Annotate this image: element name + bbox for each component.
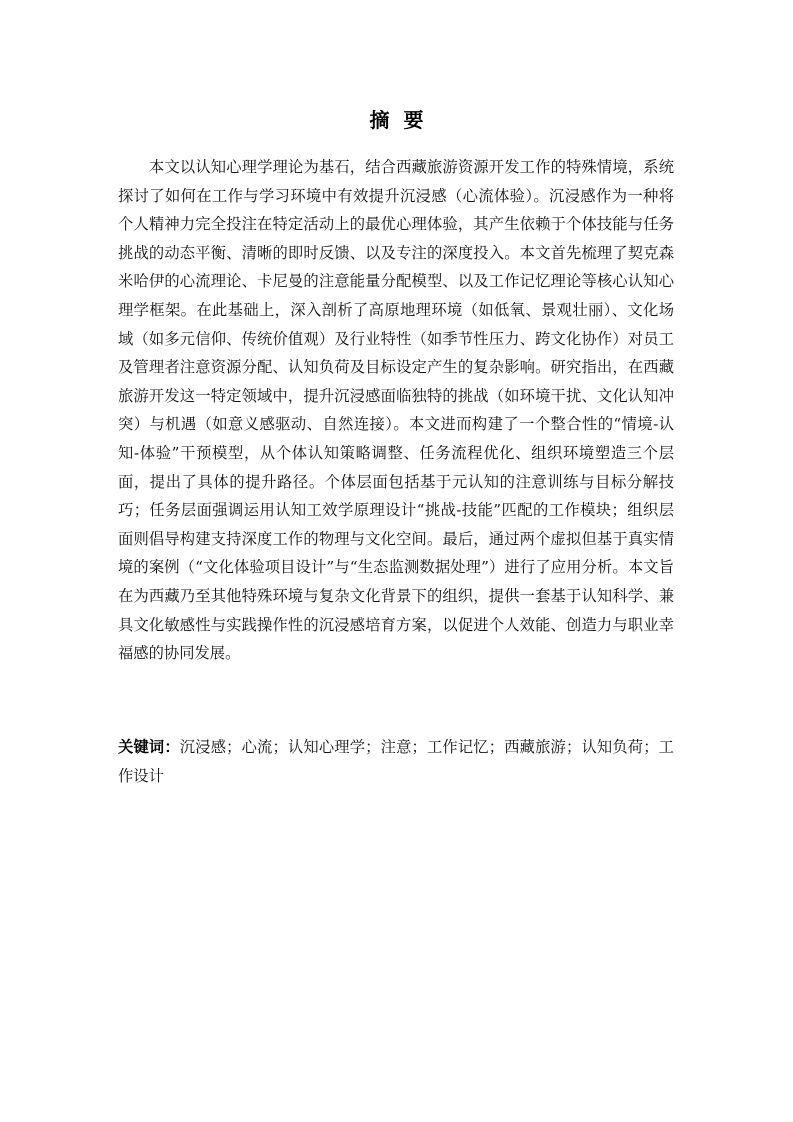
keywords-list: 沉浸感；心流；认知心理学；注意；工作记忆；西藏旅游；认知负荷；工作设计 [118, 738, 674, 785]
keywords-line [118, 733, 674, 790]
abstract-title: 摘要 [369, 108, 438, 132]
keywords-label: 关键词： [118, 738, 180, 756]
abstract-body: 本文以认知心理学理论为基石，结合西藏旅游资源开发工作的特殊情境，系统探讨了如何在工作与学习环境中有效提升沉浸感（心流体验）。沉浸感作为一种将个人精神力完全投注在特定活动上的最优心理体验，其产生依赖于个体技能与任务挑战的动态平衡、清晰的即时反馈、以及专注的深度投入。本文首先梳理了契克森米哈伊的心流理论、卡尼曼的注意能量分配模型、以及工作记忆理论等核心认知心理学框架。在此基础上，深入剖析了高原地理环境（如低氧、景观壮丽）、文化场域（如多元信仰、传统价值观）及行业特性（如季节性压力、跨文化协作）对员工及管理者注意资源分配、认知负荷及目标设定产生的复杂影响。研究指出，在西藏旅游开发这一特定领域中，提升沉浸感面临独特的挑战（如环境干扰、文化认知冲突）与机遇（如意义感驱动、自然连接）。本文进而构建了一个整合性的“情境-认知-体验”干预模型，从个体认知策略调整、任务流程优化、组织环境塑造三个层面，提出了具体的提升路径。个体层面包括基于元认知的注意训练与目标分解技巧；任务层面强调运用认知工效学原理设计“挑战-技能”匹配的工作模块；组织层面则倡导构建支持深度工作的物理与文化空间。最后，通过两个虚拟但基于真实情境的案例（“文化体验项目设计”与“生态监测数据处理”）进行了应用分析。本文旨在为西藏乃至其他特殊环境与复杂文化背景下的组织，提供一套基于认知科学、兼具文化敏感性与实践操作性的沉浸感培育方案，以促进个人效能、创造力与职业幸福感的协同发展。 [118, 158, 674, 663]
